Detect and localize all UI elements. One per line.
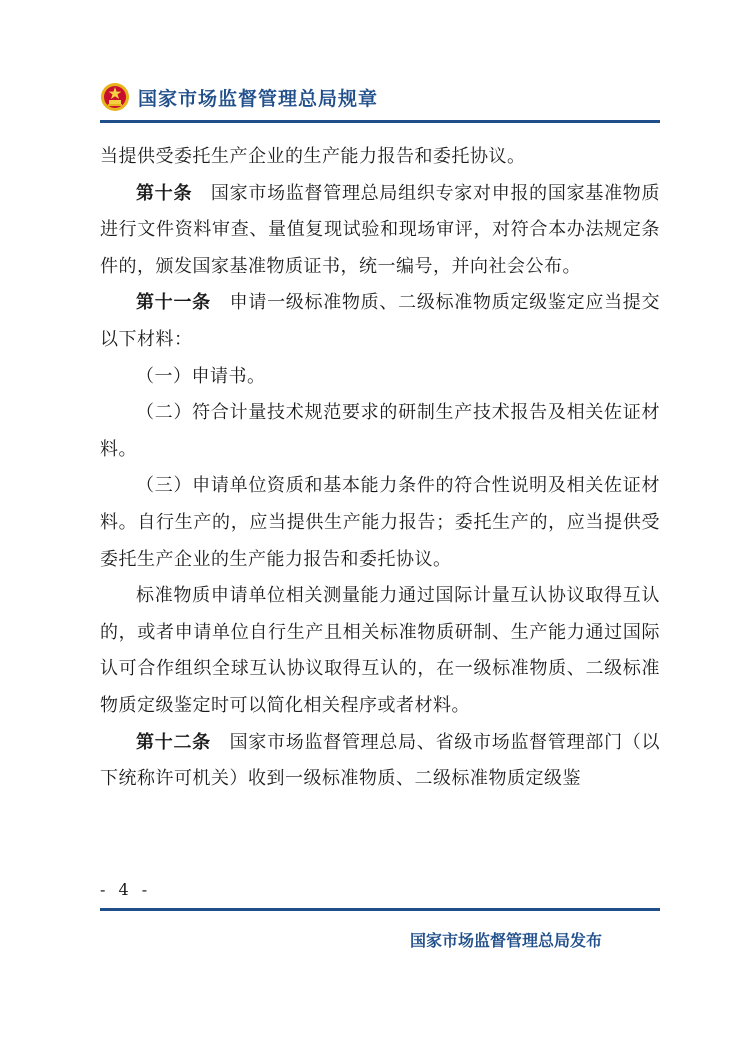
article-number: 第十二条 [136,731,211,753]
paragraph [100,395,660,468]
paragraph-text: 当提供受委托生产企业的生产能力报告和委托协议。 [100,146,526,167]
document-body [100,139,660,798]
paragraph-text: 国家市场监督管理总局组织专家对申报的国家基准物质进行文件资料审查、量值复现试验和现场审评，对符合本办法规定条件的，颁发国家基准物质证书，统一编号，并向社会公布。 [100,182,661,277]
paragraph-text: 国家市场监督管理总局、省级市场监督管理部门（以下统称许可机关）收到一级标准物质、二级标准物质定级鉴 [100,731,661,790]
paragraph-text: 申请一级标准物质、二级标准物质定级鉴定应当提交以下材料： [100,292,661,350]
page-header [100,80,660,126]
paragraph [100,725,660,798]
paragraph [100,359,660,396]
paragraph-text: （一）申请书。 [136,365,266,387]
paragraph [100,578,660,724]
paragraph [100,176,660,286]
page-number: - 4 - [100,880,152,899]
header-title: 国家市场监督管理总局规章 [138,88,379,110]
paragraph-text: （三）申请单位资质和基本能力条件的符合性说明及相关佐证材料。自行生产的，应当提供生产能力报告；委托生产的，应当提供受委托生产企业的生产能力报告和委托协议。 [100,475,660,570]
paragraph [100,285,660,358]
footer-publisher: 国家市场监督管理总局发布 [410,931,603,950]
national-emblem-icon [100,82,130,112]
header-rule [100,120,660,123]
paragraph-text: 标准物质申请单位相关测量能力通过国际计量互认协议取得互认的，或者申请单位自行生产且相关标准物质研制、生产能力通过国际认可合作组织全球互认协议取得互认的，在一级标准物质、二级标准物质定级鉴定时可以简化相关程序或者材料。 [100,585,660,716]
footer-rule [100,908,660,911]
article-number: 第十一条 [136,292,211,314]
article-number: 第十条 [136,182,193,204]
paragraph [100,468,660,578]
paragraph [100,139,660,176]
paragraph-text: （二）符合计量技术规范要求的研制生产技术报告及相关佐证材料。 [100,402,660,460]
